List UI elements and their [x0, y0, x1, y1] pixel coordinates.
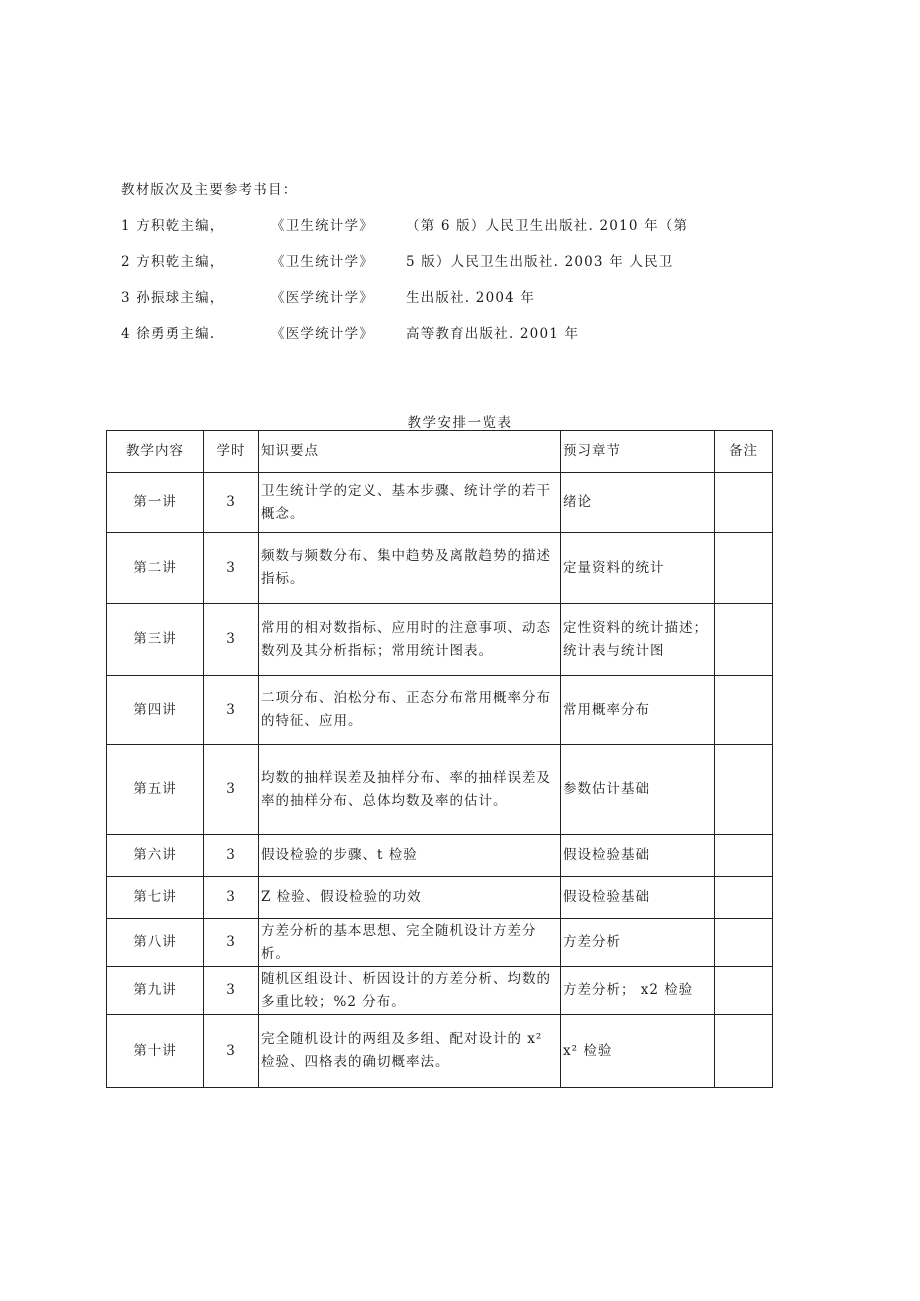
reference-title: 《医学统计学》	[271, 326, 374, 342]
header-notes: 备注	[715, 431, 773, 473]
cell-hours: 3	[204, 877, 259, 919]
header-preview: 预习章节	[561, 431, 715, 473]
cell-preview: 常用概率分布	[561, 676, 715, 745]
reference-item	[121, 250, 674, 286]
cell-points: Z 检验、假设检验的功效	[259, 877, 561, 919]
cell-hours: 3	[204, 604, 259, 676]
cell-lecture: 第五讲	[107, 745, 204, 835]
reference-publisher: 生出版社. 2004 年	[406, 290, 536, 306]
cell-lecture: 第七讲	[107, 877, 204, 919]
cell-hours: 3	[204, 967, 259, 1015]
reference-editor: 4 徐勇勇主编.	[121, 326, 216, 342]
cell-lecture: 第三讲	[107, 604, 204, 676]
cell-notes	[715, 473, 773, 533]
reference-editor: 1 方积乾主编，	[121, 218, 225, 234]
cell-lecture: 第九讲	[107, 967, 204, 1015]
reference-editor: 3 孙振球主编，	[121, 290, 225, 306]
cell-preview: 定量资料的统计	[561, 533, 715, 604]
references-heading: 教材版次及主要参考书目：	[121, 182, 298, 198]
cell-preview: 参数估计基础	[561, 745, 715, 835]
cell-lecture: 第四讲	[107, 676, 204, 745]
cell-points: 频数与频数分布、集中趋势及离散趋势的描述指标。	[259, 533, 561, 604]
table-row	[107, 877, 773, 919]
cell-points: 随机区组设计、析因设计的方差分析、均数的多重比较；%2 分布。	[259, 967, 561, 1015]
cell-hours: 3	[204, 676, 259, 745]
reference-title: 《医学统计学》	[271, 290, 374, 306]
reference-title: 《卫生统计学》	[271, 254, 374, 270]
cell-notes	[715, 676, 773, 745]
cell-points: 卫生统计学的定义、基本步骤、统计学的若干概念。	[259, 473, 561, 533]
reference-item	[121, 322, 580, 358]
cell-points: 完全随机设计的两组及多组、配对设计的 x² 检验、四格表的确切概率法。	[259, 1015, 561, 1088]
cell-lecture: 第六讲	[107, 835, 204, 877]
cell-preview: x² 检验	[561, 1015, 715, 1088]
table-row	[107, 1015, 773, 1088]
reference-publisher: 高等教育出版社. 2001 年	[406, 326, 580, 342]
cell-lecture: 第一讲	[107, 473, 204, 533]
cell-preview: 定性资料的统计描述；统计表与统计图	[561, 604, 715, 676]
cell-notes	[715, 604, 773, 676]
reference-publisher: 5 版）人民卫生出版社. 2003 年 人民卫	[406, 254, 674, 270]
cell-lecture: 第八讲	[107, 919, 204, 967]
reference-item	[121, 214, 689, 250]
cell-notes	[715, 1015, 773, 1088]
cell-points: 方差分析的基本思想、完全随机设计方差分析。	[259, 919, 561, 967]
table-row	[107, 676, 773, 745]
table-row	[107, 604, 773, 676]
cell-notes	[715, 967, 773, 1015]
cell-points: 均数的抽样误差及抽样分布、率的抽样误差及率的抽样分布、总体均数及率的估计。	[259, 745, 561, 835]
header-points: 知识要点	[259, 431, 561, 473]
cell-hours: 3	[204, 473, 259, 533]
cell-preview: 假设检验基础	[561, 835, 715, 877]
reference-editor: 2 方积乾主编，	[121, 254, 225, 270]
cell-preview: 假设检验基础	[561, 877, 715, 919]
cell-notes	[715, 745, 773, 835]
table-row	[107, 745, 773, 835]
cell-hours: 3	[204, 1015, 259, 1088]
table-row	[107, 835, 773, 877]
cell-preview: 方差分析	[561, 919, 715, 967]
cell-hours: 3	[204, 835, 259, 877]
references-section	[121, 178, 689, 358]
table-row	[107, 533, 773, 604]
reference-item	[121, 286, 536, 322]
cell-notes	[715, 533, 773, 604]
cell-points: 假设检验的步骤、t 检验	[259, 835, 561, 877]
table-row	[107, 919, 773, 967]
cell-points: 常用的相对数指标、应用时的注意事项、动态数列及其分析指标；常用统计图表。	[259, 604, 561, 676]
cell-hours: 3	[204, 533, 259, 604]
teaching-schedule-table	[106, 430, 773, 1088]
cell-preview: 绪论	[561, 473, 715, 533]
header-hours: 学时	[204, 431, 259, 473]
cell-notes	[715, 835, 773, 877]
table-header-row	[107, 431, 773, 473]
header-lecture: 教学内容	[107, 431, 204, 473]
reference-title: 《卫生统计学》	[271, 218, 374, 234]
cell-hours: 3	[204, 745, 259, 835]
cell-lecture: 第二讲	[107, 533, 204, 604]
cell-notes	[715, 877, 773, 919]
table-row	[107, 967, 773, 1015]
cell-lecture: 第十讲	[107, 1015, 204, 1088]
cell-points: 二项分布、泊松分布、正态分布常用概率分布的特征、应用。	[259, 676, 561, 745]
cell-hours: 3	[204, 919, 259, 967]
cell-preview: 方差分析； x2 检验	[561, 967, 715, 1015]
table-row	[107, 473, 773, 533]
table-title: 教学安排一览表	[407, 415, 513, 431]
reference-publisher: （第 6 版）人民卫生出版社. 2010 年（第	[406, 218, 689, 234]
cell-notes	[715, 919, 773, 967]
